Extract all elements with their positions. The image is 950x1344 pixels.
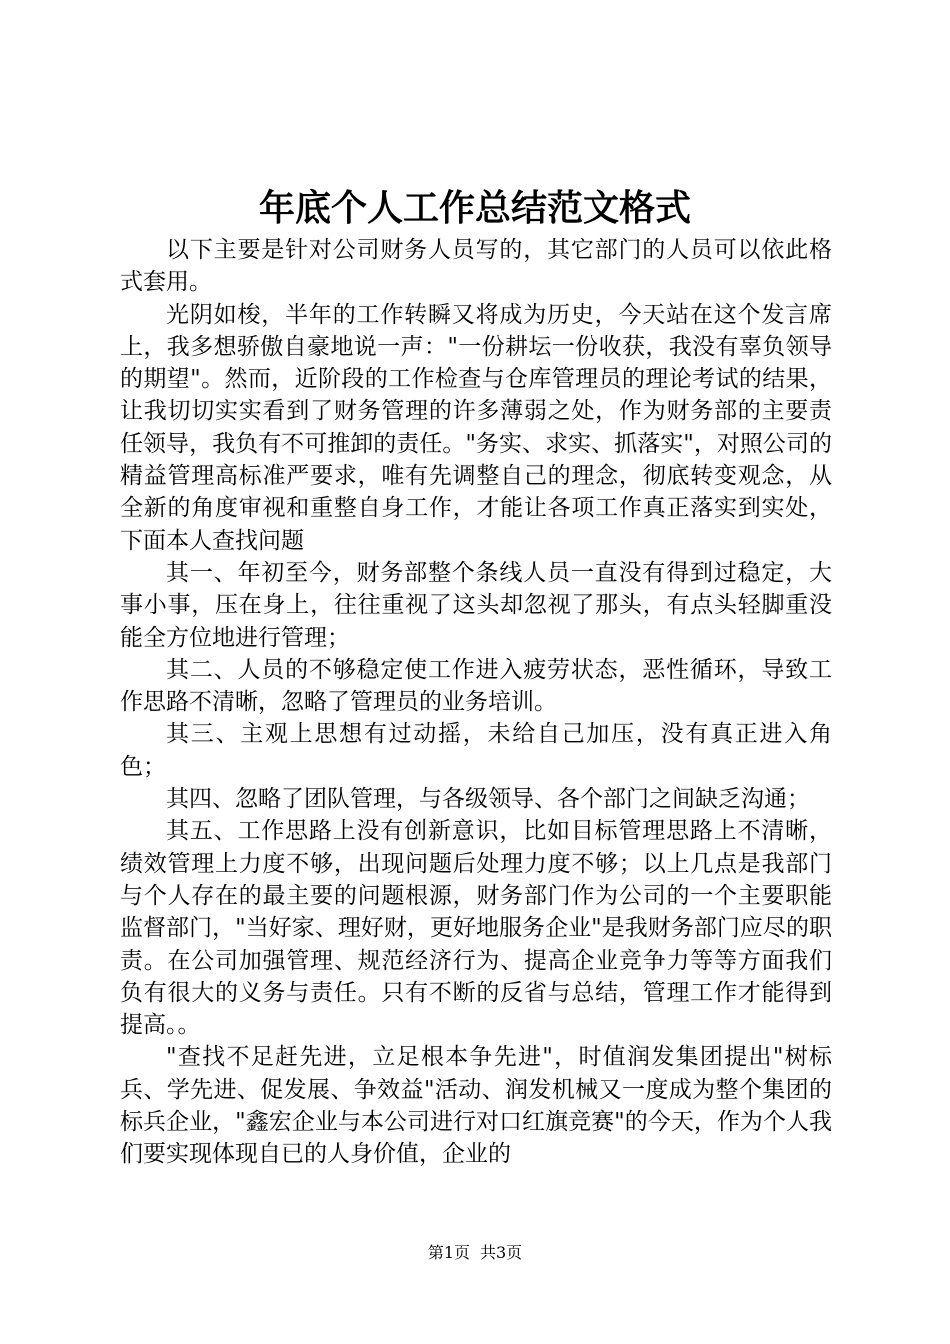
paragraph: 其五、工作思路上没有创新意识，比如目标管理思路上不清晰，绩效管理上力度不够，出现问题后处理力度不够；以上几点是我部门与个人存在的最主要的问题根源，财务部门作为公司的一个主要职能监督部门，"当好家、理好财，更好地服务企业"是我财务部门应尽的职责。在公司加强管理、规范经济行为、提高企业竞争力等等方面我们负有很大的义务与责任。只有不断的反省与总结，管理工作才能得到提高。。 [120, 818, 832, 1039]
paragraph: "查找不足赶先进，立足根本争先进"，时值润发集团提出"树标兵、学先进、促发展、争效益"活动、润发机械又一度成为整个集团的标兵企业，"鑫宏企业与本公司进行对口红旗竞赛"的今天，作为个人我们要实现体现自已的人身价值，企业的 [120, 1044, 832, 1168]
page-footer [0, 1241, 950, 1265]
paragraph: 其三、主观上思想有过动摇，未给自己加压，没有真正进入角色； [120, 721, 832, 780]
paragraph: 以下主要是针对公司财务人员写的，其它部门的人员可以依此格式套用。 [120, 237, 832, 296]
page-number: 第1页 [427, 1243, 470, 1262]
page-total: 共3页 [480, 1243, 523, 1262]
paragraph: 其四、忽略了团队管理，与各级领导、各个部门之间缺乏沟通； [166, 786, 810, 813]
document-body [120, 234, 832, 1171]
paragraph: 其一、年初至今，财务部整个条线人员一直没有得到过稳定，大事小事，压在身上，往往重视了这头却忽视了那头，有点头轻脚重没能全方位地进行管理； [120, 559, 832, 651]
paragraph: 其二、人员的不够稳定使工作进入疲劳状态，恶性循环，导致工作思路不清晰，忽略了管理员的业务培训。 [120, 656, 832, 716]
paragraph: 光阴如梭，半年的工作转瞬又将成为历史，今天站在这个发言席上，我多想骄傲自豪地说一声："一份耕坛一份收获，我没有辜负领导的期望"。然而，近阶段的工作检查与仓库管理员的理论考试的结果，让我切切实实看到了财务管理的许多薄弱之处，作为财务部的主要责任领导，我负有不可推卸的责任。"务实、求实、抓落实"，对照公司的精益管理高标准严要求，唯有先调整自己的理念，彻底转变观念，从全新的角度审视和重整自身工作，才能让各项工作真正落实到实处，下面本人查找问题 [120, 301, 832, 554]
document-title: 年底个人工作总结范文格式 [258, 187, 691, 229]
